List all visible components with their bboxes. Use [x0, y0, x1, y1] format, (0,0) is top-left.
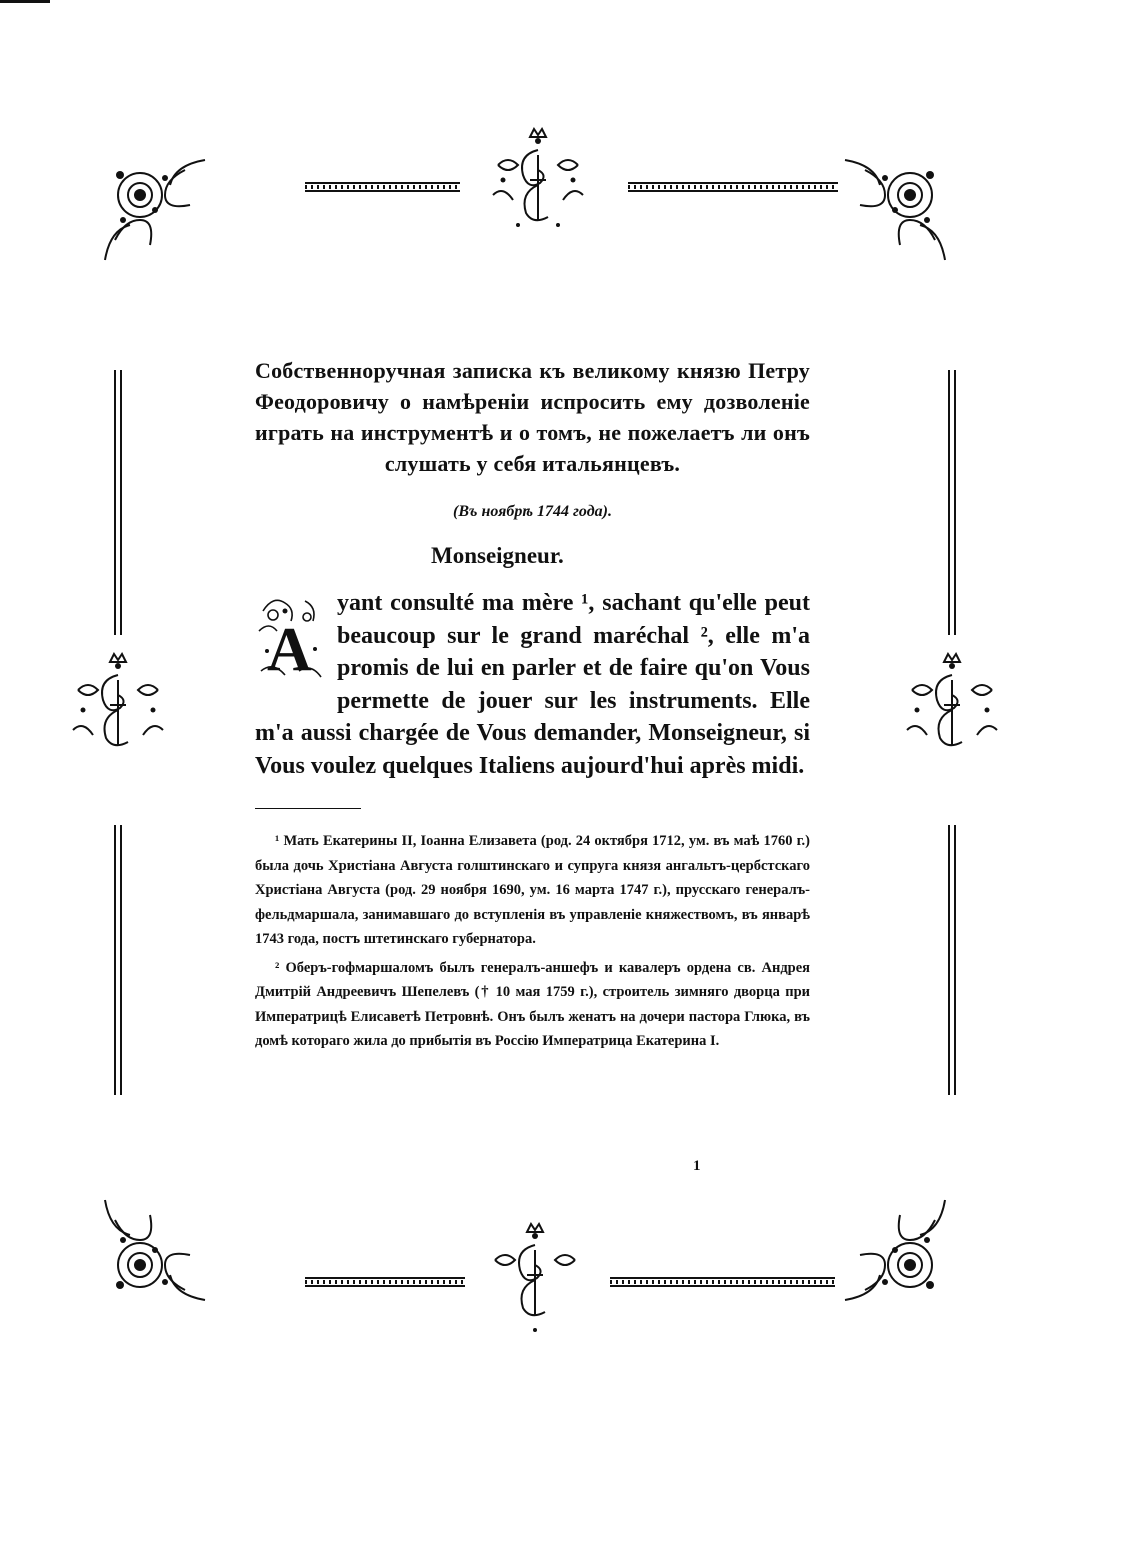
footnotes — [255, 829, 810, 1054]
top-left-rule — [305, 180, 460, 194]
decorated-drop-cap — [255, 591, 325, 687]
title-line-3: играть на инструментѣ и о томъ, не пожелаетъ ли онъ — [255, 420, 810, 445]
bottom-right-rule — [610, 1275, 835, 1289]
salutation: Monseigneur. — [431, 543, 564, 568]
right-upper-rule — [946, 370, 958, 635]
floral-corner-ornament-top-left — [95, 150, 215, 270]
crowned-monogram-ornament-bottom — [475, 1220, 595, 1340]
document-body — [255, 355, 810, 1058]
left-lower-rule — [112, 825, 124, 1095]
letter-paragraph: yant consulté ma mère ¹, sachant qu'elle peut beaucoup sur le grand maréchal ², elle m'a promis de lui en parler et de faire qu'on Vous permette de jouer sur les instruments. Elle m'a aussi chargée de Vous demander, Monseigneur, si Vous voulez quelques Italiens aujourd'hui après midi. — [255, 590, 810, 779]
floral-corner-ornament-bottom-right — [835, 1190, 955, 1310]
bottom-left-rule — [305, 1275, 465, 1289]
title-line-2: Феодоровичу о намѣреніи испросить ему дозволеніе — [255, 389, 810, 414]
floral-corner-ornament-top-right — [835, 150, 955, 270]
floral-corner-ornament-bottom-left — [95, 1190, 215, 1310]
top-right-rule — [628, 180, 838, 194]
crowned-monogram-ornament-left — [58, 650, 178, 770]
footnote-2: ² Оберъ-гофмаршаломъ былъ генералъ-аншефъ и кавалеръ ордена св. Андрея Дмитрій Андреевичъ Шепелевъ († 10 мая 1759 г.), строитель зимняго дворца при Императрицѣ Елисаветѣ Петровнѣ. Онъ былъ женатъ на дочери пастора Глюка, въ домѣ котораго жила до прибытія въ Россію Императрица Екатерина I. — [255, 959, 810, 1049]
title-line-1: Собственноручная записка къ великому князю Петру — [255, 358, 810, 383]
right-lower-rule — [946, 825, 958, 1095]
crowned-monogram-ornament-top — [478, 125, 598, 245]
left-upper-rule — [112, 370, 124, 635]
drop-cap-letter: A — [267, 616, 312, 684]
crowned-monogram-ornament-right — [892, 650, 1012, 770]
title-line-4: слушать у себя итальянцевъ. — [384, 451, 681, 476]
date-line: (Въ ноябрѣ 1744 года). — [453, 503, 612, 520]
letter-text — [255, 587, 810, 782]
page-number: 1 — [693, 1158, 701, 1174]
footnote-divider — [255, 808, 361, 809]
footnote-1: ¹ Мать Екатерины II, Іоанна Елизавета (род. 24 октября 1712, ум. въ маѣ 1760 г.) была дочь Христіана Августа голштинскаго и супруга князя ангальтъ-цербстскаго Христіана Августа (род. 29 ноября 1690, ум. 16 марта 1747 г.), прусскаго генералъ-фельдмаршала, занимавшаго до вступленія въ управленіе княжествомъ, въ январѣ 1743 года, постъ штетинскаго губернатора. — [255, 833, 810, 947]
document-title — [255, 355, 810, 479]
